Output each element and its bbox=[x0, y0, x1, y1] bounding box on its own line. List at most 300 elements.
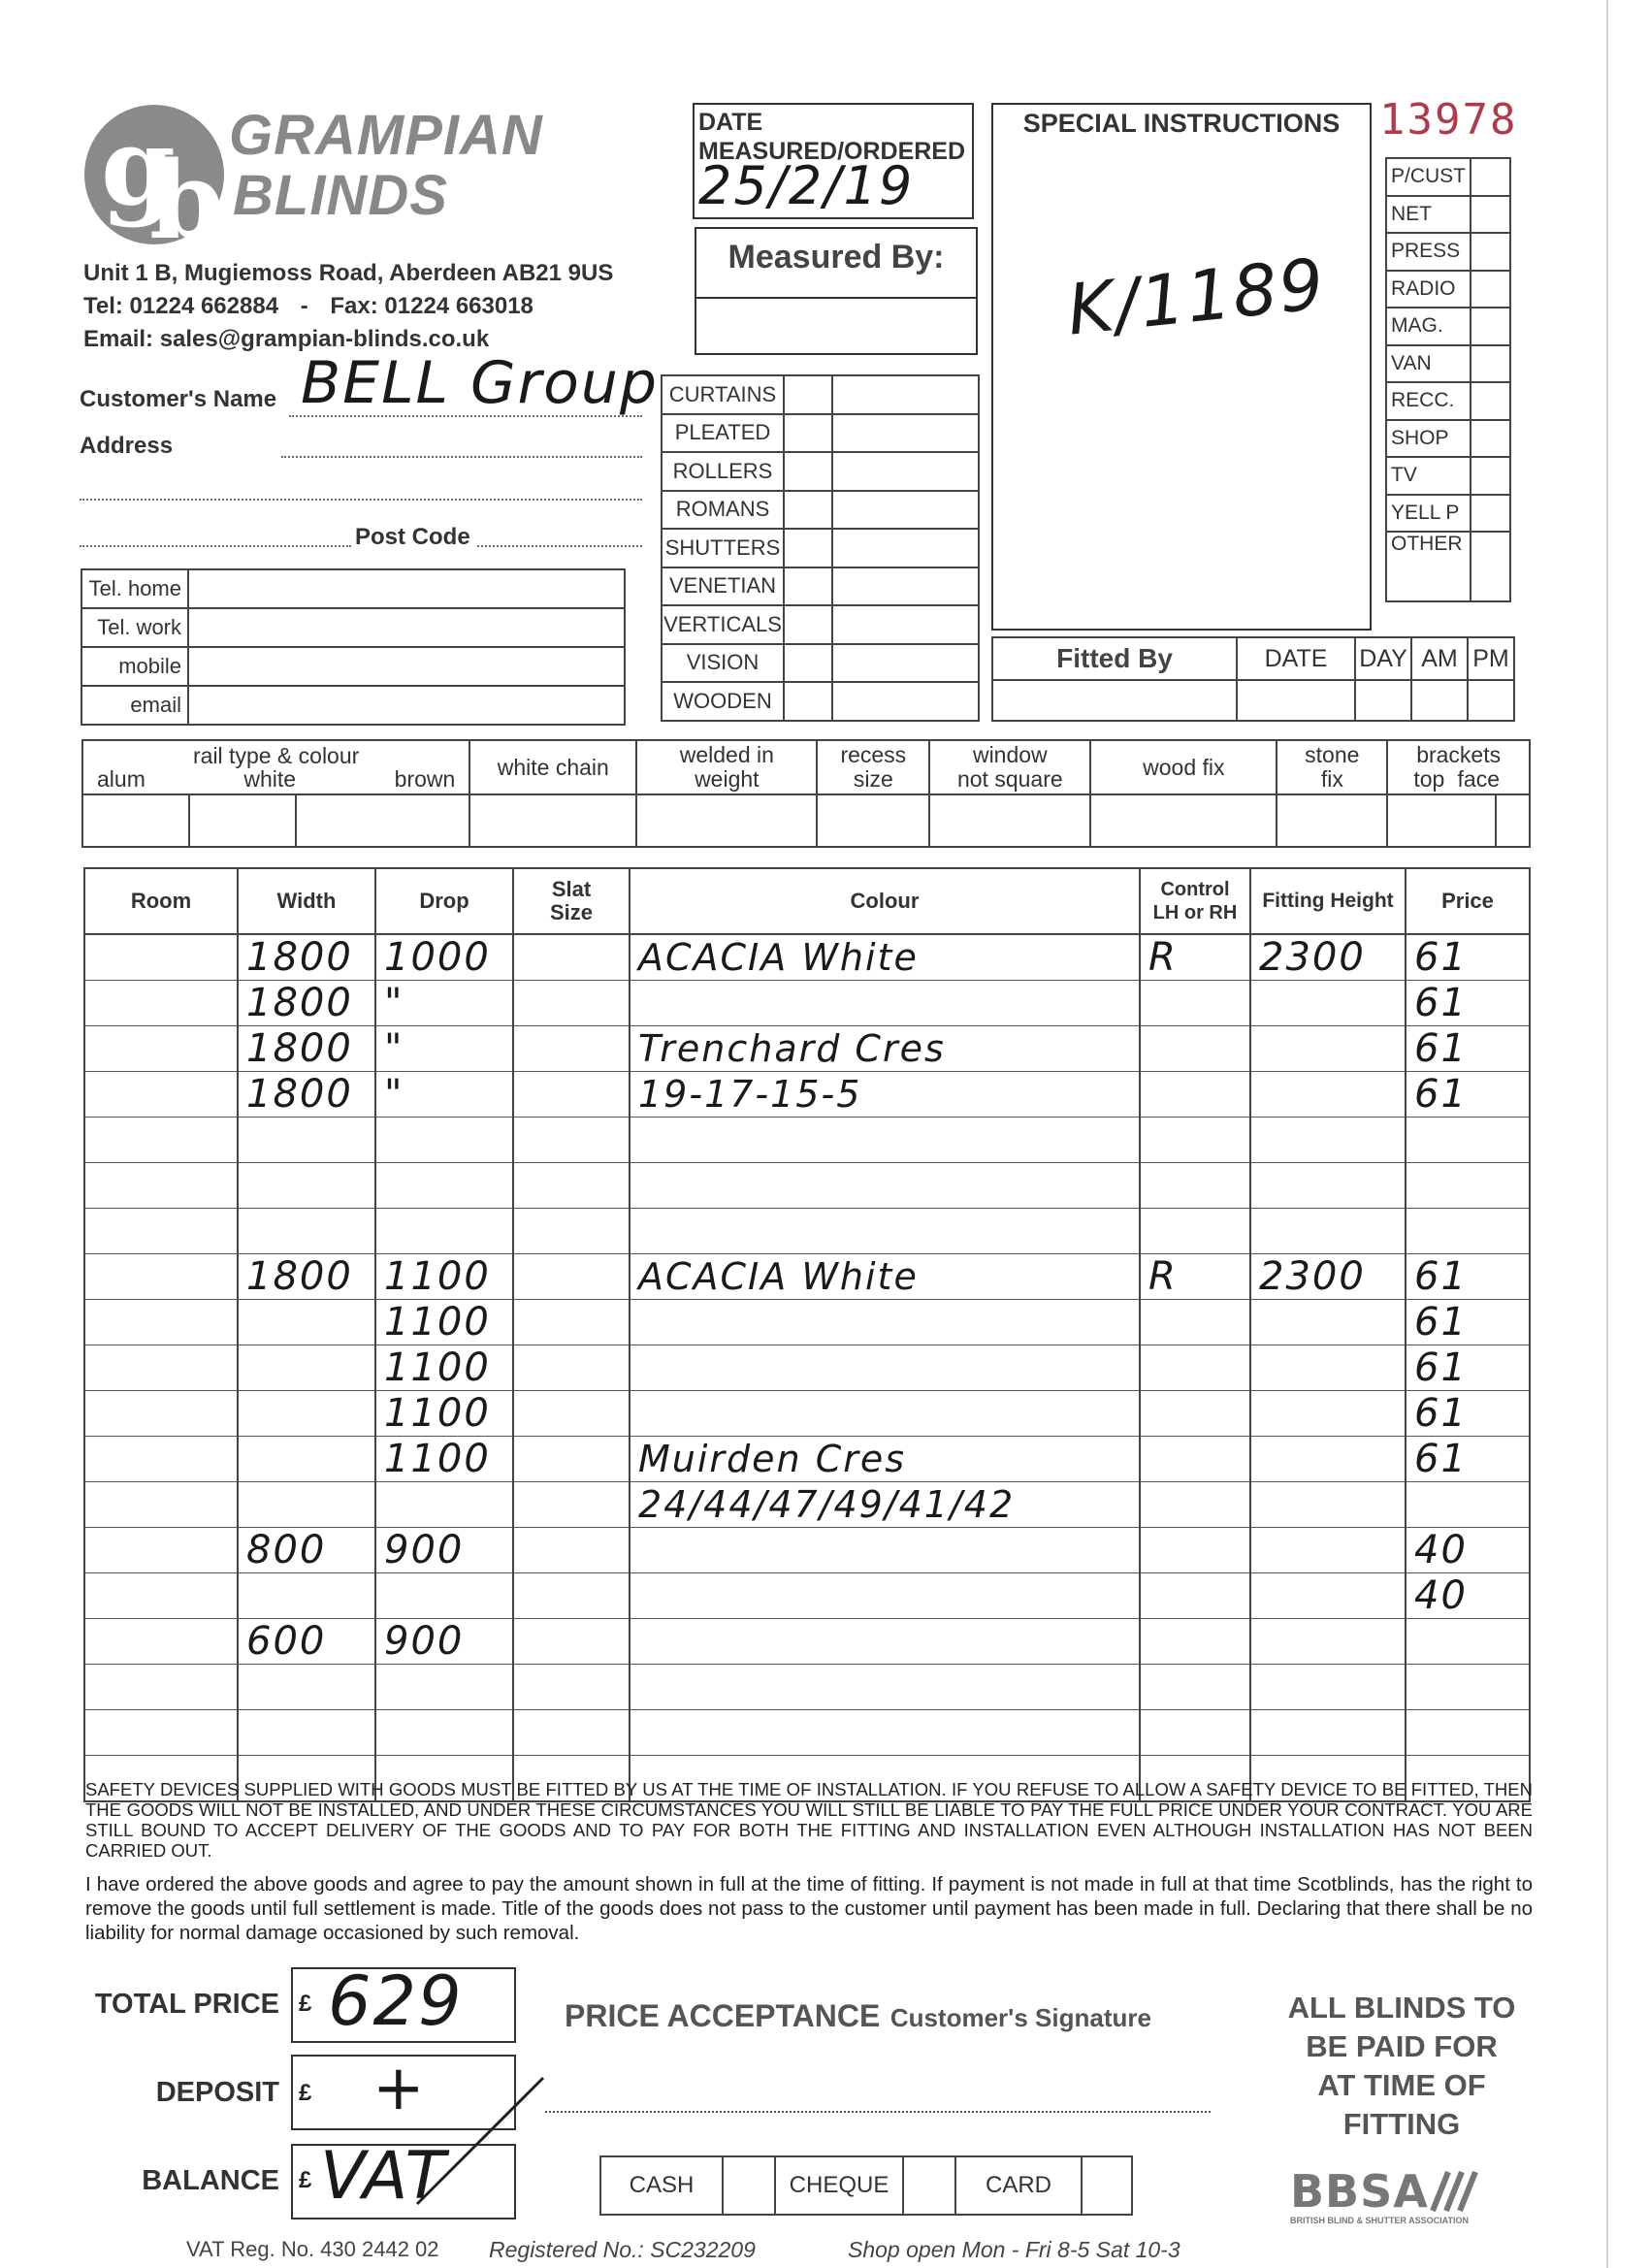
product-row[interactable] bbox=[662, 529, 979, 567]
product-label: ROMANS bbox=[662, 491, 784, 530]
address-line-1[interactable] bbox=[281, 456, 642, 458]
control-cell[interactable] bbox=[1140, 934, 1250, 981]
signature-line[interactable] bbox=[545, 2111, 1211, 2113]
colour-value bbox=[630, 1346, 638, 1389]
colour-cell[interactable] bbox=[630, 1163, 1140, 1209]
width-value: 600 bbox=[246, 1619, 327, 1664]
colour-cell[interactable] bbox=[630, 1665, 1140, 1710]
fitting-cell[interactable] bbox=[1250, 1026, 1406, 1072]
fitting-cell[interactable] bbox=[1250, 1710, 1406, 1756]
contact-label: Tel. work bbox=[81, 608, 188, 647]
notice-line-4: FITTING bbox=[1342, 2107, 1461, 2141]
width-cell[interactable] bbox=[238, 934, 375, 981]
contact-label: mobile bbox=[81, 647, 188, 686]
control-cell[interactable] bbox=[1140, 1482, 1250, 1528]
fitting-value bbox=[1251, 1665, 1259, 1709]
colour-cell[interactable] bbox=[630, 1118, 1140, 1163]
fitting-cell[interactable] bbox=[1250, 1482, 1406, 1528]
order-number: 13978 bbox=[1379, 95, 1518, 145]
room-cell[interactable] bbox=[84, 1254, 238, 1300]
room-cell[interactable] bbox=[84, 1573, 238, 1619]
drop-value: 1100 bbox=[384, 1300, 491, 1345]
source-row[interactable] bbox=[1386, 345, 1510, 383]
colour-cell[interactable] bbox=[630, 1437, 1140, 1482]
source-row[interactable] bbox=[1386, 420, 1510, 458]
width-cell[interactable] bbox=[238, 1300, 375, 1345]
bbsa-sub: BRITISH BLIND & SHUTTER ASSOCIATION bbox=[1290, 2216, 1469, 2225]
address-line-2[interactable] bbox=[80, 499, 642, 501]
width-cell[interactable] bbox=[238, 1254, 375, 1300]
deposit-label: DEPOSIT bbox=[155, 2077, 279, 2108]
fitting-value bbox=[1251, 1345, 1259, 1390]
rail-colours bbox=[83, 767, 469, 791]
price-cell[interactable] bbox=[1406, 1619, 1530, 1665]
control-cell[interactable] bbox=[1140, 1619, 1250, 1665]
fitting-value bbox=[1251, 1710, 1259, 1755]
width-cell[interactable] bbox=[238, 1163, 375, 1209]
colour-cell[interactable] bbox=[630, 1254, 1140, 1300]
price-cell[interactable] bbox=[1406, 1437, 1530, 1482]
table-row[interactable] bbox=[84, 1254, 1530, 1300]
source-label: RECC. bbox=[1386, 382, 1471, 420]
company-address: Unit 1 B, Mugiemoss Road, Aberdeen AB21 9US bbox=[83, 260, 614, 286]
drop-cell[interactable] bbox=[375, 1482, 513, 1528]
slat-cell[interactable] bbox=[513, 1482, 630, 1528]
postcode-line-left[interactable] bbox=[80, 545, 351, 547]
table-row[interactable] bbox=[84, 1391, 1530, 1437]
room-cell[interactable] bbox=[84, 1437, 238, 1482]
room-cell[interactable] bbox=[84, 934, 238, 981]
slat-cell[interactable] bbox=[513, 981, 630, 1026]
fitting-cell[interactable] bbox=[1250, 981, 1406, 1026]
width-cell[interactable] bbox=[238, 1209, 375, 1254]
control-cell[interactable] bbox=[1140, 1665, 1250, 1710]
colour-value bbox=[630, 982, 638, 1024]
fitting-cell[interactable] bbox=[1250, 1300, 1406, 1345]
control-cell[interactable] bbox=[1140, 1710, 1250, 1756]
control-value: R bbox=[1148, 1254, 1178, 1299]
fitting-cell[interactable] bbox=[1250, 1163, 1406, 1209]
width-value bbox=[239, 1209, 246, 1253]
table-row[interactable] bbox=[84, 1573, 1530, 1619]
slat-cell[interactable] bbox=[513, 1209, 630, 1254]
slat-cell[interactable] bbox=[513, 1437, 630, 1482]
wood-fix-label: wood fix bbox=[1090, 740, 1277, 794]
bbsa-stripes-icon bbox=[1429, 2170, 1483, 2213]
control-cell[interactable] bbox=[1140, 1118, 1250, 1163]
room-cell[interactable] bbox=[84, 1209, 238, 1254]
colour-value bbox=[630, 1301, 638, 1344]
measured-by-label: Measured By: bbox=[728, 239, 945, 275]
control-cell[interactable] bbox=[1140, 1437, 1250, 1482]
width-cell[interactable] bbox=[238, 1528, 375, 1573]
fitting-cell[interactable] bbox=[1250, 1665, 1406, 1710]
control-value bbox=[1141, 1482, 1148, 1527]
company-logo bbox=[81, 102, 227, 247]
price-value bbox=[1406, 1118, 1414, 1162]
colour-cell[interactable] bbox=[630, 1300, 1140, 1345]
slat-label-2: Size bbox=[549, 900, 594, 924]
colour-cell[interactable] bbox=[630, 1345, 1140, 1391]
colour-cell[interactable] bbox=[630, 1710, 1140, 1756]
colour-value: 19-17-15-5 bbox=[638, 1073, 862, 1116]
drop-cell[interactable] bbox=[375, 1209, 513, 1254]
room-header: Room bbox=[84, 868, 238, 934]
width-cell[interactable] bbox=[238, 1573, 375, 1619]
contact-row[interactable] bbox=[81, 647, 625, 686]
table-row[interactable] bbox=[84, 1300, 1530, 1345]
postcode-line-right[interactable] bbox=[477, 545, 642, 547]
control-cell[interactable] bbox=[1140, 1573, 1250, 1619]
drop-cell[interactable] bbox=[375, 1300, 513, 1345]
drop-value bbox=[376, 1573, 384, 1618]
balance-label: BALANCE bbox=[142, 2165, 279, 2196]
fitting-value bbox=[1251, 1437, 1259, 1481]
drop-cell[interactable] bbox=[375, 1026, 513, 1072]
fitting-cell[interactable] bbox=[1250, 1072, 1406, 1118]
control-value bbox=[1141, 981, 1148, 1025]
contact-label: Tel. home bbox=[81, 569, 188, 608]
cash-option[interactable]: CASH bbox=[600, 2156, 723, 2215]
recess-size-header bbox=[817, 740, 929, 794]
slat-cell[interactable] bbox=[513, 1026, 630, 1072]
source-label: P/CUST bbox=[1386, 158, 1471, 196]
table-row[interactable] bbox=[84, 1209, 1530, 1254]
fax-text: Fax: 01224 663018 bbox=[330, 293, 534, 319]
table-row[interactable] bbox=[84, 1528, 1530, 1573]
product-type-table bbox=[661, 374, 980, 722]
control-value bbox=[1141, 1665, 1148, 1709]
width-cell[interactable] bbox=[238, 1026, 375, 1072]
room-cell[interactable] bbox=[84, 1345, 238, 1391]
price-cell[interactable] bbox=[1406, 1345, 1530, 1391]
fitting-cell[interactable] bbox=[1250, 1118, 1406, 1163]
fitted-date-label: DATE bbox=[1237, 637, 1355, 680]
colour-header: Colour bbox=[630, 868, 1140, 934]
room-cell[interactable] bbox=[84, 1391, 238, 1437]
total-price-box[interactable] bbox=[291, 1961, 516, 2043]
control-value bbox=[1141, 1619, 1148, 1664]
fitting-cell[interactable] bbox=[1250, 1209, 1406, 1254]
product-row[interactable] bbox=[662, 375, 979, 414]
colour-cell[interactable] bbox=[630, 1391, 1140, 1437]
options-entry-row[interactable] bbox=[82, 794, 1530, 847]
price-value: 61 bbox=[1414, 1437, 1468, 1481]
customer-name-value[interactable]: BELL Group bbox=[301, 349, 659, 417]
drop-value bbox=[376, 1163, 384, 1208]
drop-cell[interactable] bbox=[375, 1163, 513, 1209]
slat-cell[interactable] bbox=[513, 1528, 630, 1573]
special-instructions-value: K/1189 bbox=[1063, 243, 1330, 351]
table-row[interactable] bbox=[84, 1072, 1530, 1118]
control-value bbox=[1141, 1528, 1148, 1572]
width-value: 1800 bbox=[246, 1254, 353, 1299]
product-row[interactable] bbox=[662, 414, 979, 453]
product-row[interactable] bbox=[662, 452, 979, 491]
width-cell[interactable] bbox=[238, 1345, 375, 1391]
product-row[interactable] bbox=[662, 491, 979, 530]
width-value bbox=[239, 1573, 246, 1618]
order-body bbox=[84, 934, 1530, 1801]
room-cell[interactable] bbox=[84, 1482, 238, 1528]
price-cell[interactable] bbox=[1406, 1300, 1530, 1345]
source-row[interactable] bbox=[1386, 233, 1510, 271]
price-cell[interactable] bbox=[1406, 1163, 1530, 1209]
source-row[interactable] bbox=[1386, 158, 1510, 196]
drop-cell[interactable] bbox=[375, 1710, 513, 1756]
table-row[interactable] bbox=[84, 1482, 1530, 1528]
colour-cell[interactable] bbox=[630, 981, 1140, 1026]
room-cell[interactable] bbox=[84, 1710, 238, 1756]
drop-cell[interactable] bbox=[375, 1345, 513, 1391]
price-cell[interactable] bbox=[1406, 1573, 1530, 1619]
brackets-label: brackets bbox=[1416, 742, 1502, 767]
table-row[interactable] bbox=[84, 1437, 1530, 1482]
colour-cell[interactable] bbox=[630, 934, 1140, 981]
fitting-cell[interactable] bbox=[1250, 1528, 1406, 1573]
source-row[interactable] bbox=[1386, 382, 1510, 420]
fitting-value bbox=[1251, 1573, 1259, 1618]
fitting-cell[interactable] bbox=[1250, 1619, 1406, 1665]
slat-cell[interactable] bbox=[513, 1072, 630, 1118]
drop-cell[interactable] bbox=[375, 1391, 513, 1437]
table-row[interactable] bbox=[84, 1710, 1530, 1756]
price-cell[interactable] bbox=[1406, 1710, 1530, 1756]
drop-cell[interactable] bbox=[375, 1619, 513, 1665]
control-cell[interactable] bbox=[1140, 1072, 1250, 1118]
table-row[interactable] bbox=[84, 1345, 1530, 1391]
slat-cell[interactable] bbox=[513, 934, 630, 981]
slat-cell[interactable] bbox=[513, 1710, 630, 1756]
control-cell[interactable] bbox=[1140, 1026, 1250, 1072]
fitting-height-header: Fitting Height bbox=[1250, 868, 1406, 934]
product-row[interactable] bbox=[662, 682, 979, 721]
control-cell[interactable] bbox=[1140, 981, 1250, 1026]
product-label: WOODEN bbox=[662, 682, 784, 721]
room-cell[interactable] bbox=[84, 1619, 238, 1665]
drop-cell[interactable] bbox=[375, 981, 513, 1026]
room-cell[interactable] bbox=[84, 1528, 238, 1573]
card-checkbox[interactable] bbox=[1082, 2156, 1132, 2215]
width-header: Width bbox=[238, 868, 375, 934]
fitting-cell[interactable] bbox=[1250, 1437, 1406, 1482]
width-cell[interactable] bbox=[238, 1665, 375, 1710]
card-option[interactable]: CARD bbox=[955, 2156, 1082, 2215]
colour-cell[interactable] bbox=[630, 1026, 1140, 1072]
control-cell[interactable] bbox=[1140, 1391, 1250, 1437]
page-edge bbox=[1606, 0, 1608, 2268]
safety-notice: SAFETY DEVICES SUPPLIED WITH GOODS MUST BE FITTED BY US AT THE TIME OF INSTALLATION. IF YOU REFUSE TO ALLOW A SAFETY DEVICE TO BE FITTED, THEN THE GOODS WILL NOT BE INSTALLED, AND UNDER THESE CIRCUMSTANCES YOU WILL STILL BE LIABLE TO PAY THE FULL PRICE UNDER YOUR CONTRACT. YOU ARE STILL BOUND TO ACCEPT DELIVERY OF THE GOODS AND TO PAY FOR BOTH THE FITTING AND INSTALLATION EVEN ALTHOUGH INSTALLATION HAS NOT BEEN CARRIED OUT. bbox=[85, 1779, 1533, 1861]
price-cell[interactable] bbox=[1406, 1391, 1530, 1437]
width-cell[interactable] bbox=[238, 1710, 375, 1756]
control-cell[interactable] bbox=[1140, 1254, 1250, 1300]
control-cell[interactable] bbox=[1140, 1300, 1250, 1345]
drop-value bbox=[376, 1665, 384, 1709]
colour-cell[interactable] bbox=[630, 1528, 1140, 1573]
contact-row[interactable] bbox=[81, 686, 625, 725]
fitting-value bbox=[1251, 1482, 1259, 1527]
drop-cell[interactable] bbox=[375, 1254, 513, 1300]
slat-cell[interactable] bbox=[513, 1619, 630, 1665]
fitting-cell[interactable] bbox=[1250, 1345, 1406, 1391]
room-cell[interactable] bbox=[84, 981, 238, 1026]
colour-value bbox=[630, 1529, 638, 1571]
source-row[interactable] bbox=[1386, 457, 1510, 495]
welded-label-1: welded in bbox=[679, 742, 774, 767]
contact-row[interactable] bbox=[81, 569, 625, 608]
price-cell[interactable] bbox=[1406, 1026, 1530, 1072]
source-row[interactable] bbox=[1386, 495, 1510, 533]
price-value: 61 bbox=[1414, 1300, 1468, 1345]
colour-cell[interactable] bbox=[630, 1072, 1140, 1118]
room-cell[interactable] bbox=[84, 1072, 238, 1118]
source-row[interactable] bbox=[1386, 532, 1510, 601]
cheque-checkbox[interactable] bbox=[903, 2156, 955, 2215]
drop-value: 900 bbox=[384, 1619, 465, 1664]
drop-cell[interactable] bbox=[375, 1528, 513, 1573]
cash-checkbox[interactable] bbox=[723, 2156, 775, 2215]
room-cell[interactable] bbox=[84, 1118, 238, 1163]
price-cell[interactable] bbox=[1406, 1528, 1530, 1573]
price-cell[interactable] bbox=[1406, 1254, 1530, 1300]
room-cell[interactable] bbox=[84, 1163, 238, 1209]
width-cell[interactable] bbox=[238, 981, 375, 1026]
date-measured-box[interactable] bbox=[693, 103, 974, 219]
room-cell[interactable] bbox=[84, 1300, 238, 1345]
source-row[interactable] bbox=[1386, 196, 1510, 234]
colour-cell[interactable] bbox=[630, 1619, 1140, 1665]
width-cell[interactable] bbox=[238, 1482, 375, 1528]
product-row[interactable] bbox=[662, 605, 979, 644]
notice-line-1: ALL BLINDS TO bbox=[1287, 1991, 1516, 2025]
registered-no: Registered No.: SC232209 bbox=[489, 2237, 756, 2262]
colour-cell[interactable] bbox=[630, 1573, 1140, 1619]
special-instructions-box[interactable] bbox=[991, 103, 1372, 631]
source-row[interactable] bbox=[1386, 308, 1510, 345]
drop-value: 1100 bbox=[384, 1345, 491, 1390]
fitting-cell[interactable] bbox=[1250, 934, 1406, 981]
price-cell[interactable] bbox=[1406, 981, 1530, 1026]
fitting-value bbox=[1251, 1619, 1259, 1664]
cheque-option[interactable]: CHEQUE bbox=[775, 2156, 903, 2215]
product-label: CURTAINS bbox=[662, 375, 784, 414]
price-cell[interactable] bbox=[1406, 934, 1530, 981]
fitted-pm-label: PM bbox=[1468, 637, 1514, 680]
drop-cell[interactable] bbox=[375, 934, 513, 981]
slat-cell[interactable] bbox=[513, 1118, 630, 1163]
slat-cell[interactable] bbox=[513, 1163, 630, 1209]
white-chain-label: white chain bbox=[469, 740, 636, 794]
fitting-cell[interactable] bbox=[1250, 1573, 1406, 1619]
price-value bbox=[1406, 1710, 1414, 1755]
fitting-cell[interactable] bbox=[1250, 1391, 1406, 1437]
control-cell[interactable] bbox=[1140, 1209, 1250, 1254]
product-row[interactable] bbox=[662, 567, 979, 606]
fitted-by-entry-row[interactable] bbox=[992, 680, 1514, 721]
control-value bbox=[1141, 1300, 1148, 1345]
fitting-value bbox=[1251, 1026, 1259, 1071]
table-row[interactable] bbox=[84, 1163, 1530, 1209]
drop-cell[interactable] bbox=[375, 1573, 513, 1619]
table-row[interactable] bbox=[84, 1118, 1530, 1163]
price-cell[interactable] bbox=[1406, 1209, 1530, 1254]
fitting-cell[interactable] bbox=[1250, 1254, 1406, 1300]
width-cell[interactable] bbox=[238, 1437, 375, 1482]
slat-cell[interactable] bbox=[513, 1391, 630, 1437]
measured-by-divider bbox=[696, 297, 976, 299]
width-cell[interactable] bbox=[238, 1072, 375, 1118]
contact-row[interactable] bbox=[81, 608, 625, 647]
product-row[interactable] bbox=[662, 644, 979, 683]
table-row[interactable] bbox=[84, 1665, 1530, 1710]
product-label: VENETIAN bbox=[662, 567, 784, 606]
fitted-am-label: AM bbox=[1411, 637, 1468, 680]
price-acceptance-sub: Customer's Signature bbox=[889, 2003, 1151, 2032]
colour-cell[interactable] bbox=[630, 1482, 1140, 1528]
colour-cell[interactable] bbox=[630, 1209, 1140, 1254]
price-cell[interactable] bbox=[1406, 1665, 1530, 1710]
svg-text:g: g bbox=[101, 104, 176, 229]
control-label-2: LH or RH bbox=[1152, 902, 1238, 923]
colour-value: Muirden Cres bbox=[638, 1438, 907, 1480]
drop-cell[interactable] bbox=[375, 1665, 513, 1710]
drop-cell[interactable] bbox=[375, 1437, 513, 1482]
payment-method-table bbox=[599, 2155, 1133, 2216]
price-cell[interactable] bbox=[1406, 1118, 1530, 1163]
control-cell[interactable] bbox=[1140, 1345, 1250, 1391]
drop-value: 1100 bbox=[384, 1254, 491, 1299]
source-label: RADIO bbox=[1386, 271, 1471, 308]
control-cell[interactable] bbox=[1140, 1528, 1250, 1573]
room-cell[interactable] bbox=[84, 1665, 238, 1710]
room-cell[interactable] bbox=[84, 1026, 238, 1072]
price-cell[interactable] bbox=[1406, 1482, 1530, 1528]
slat-cell[interactable] bbox=[513, 1573, 630, 1619]
source-row[interactable] bbox=[1386, 271, 1510, 308]
drop-value: " bbox=[384, 1026, 404, 1071]
price-acceptance bbox=[565, 1998, 1151, 2034]
brackets-top-label: top bbox=[1413, 766, 1445, 792]
price-cell[interactable] bbox=[1406, 1072, 1530, 1118]
table-row[interactable] bbox=[84, 1619, 1530, 1665]
price-value: 61 bbox=[1414, 1026, 1468, 1071]
width-cell[interactable] bbox=[238, 1118, 375, 1163]
drop-cell[interactable] bbox=[375, 1072, 513, 1118]
width-cell[interactable] bbox=[238, 1391, 375, 1437]
slat-size-header bbox=[513, 868, 630, 934]
control-cell[interactable] bbox=[1140, 1163, 1250, 1209]
drop-cell[interactable] bbox=[375, 1118, 513, 1163]
slat-cell[interactable] bbox=[513, 1254, 630, 1300]
slat-cell[interactable] bbox=[513, 1665, 630, 1710]
vat-reg: VAT Reg. No. 430 2442 02 bbox=[186, 2237, 439, 2261]
slat-cell[interactable] bbox=[513, 1300, 630, 1345]
total-currency: £ bbox=[299, 1991, 312, 2017]
slat-cell[interactable] bbox=[513, 1345, 630, 1391]
table-row[interactable] bbox=[84, 934, 1530, 981]
balance-value: VAT bbox=[320, 2138, 448, 2215]
table-row[interactable] bbox=[84, 981, 1530, 1026]
measured-by-box[interactable] bbox=[695, 227, 978, 355]
fitting-value bbox=[1251, 1209, 1259, 1253]
width-cell[interactable] bbox=[238, 1619, 375, 1665]
brackets-header bbox=[1387, 740, 1530, 794]
control-label-1: Control bbox=[1160, 879, 1230, 900]
drop-header: Drop bbox=[375, 868, 513, 934]
table-row[interactable] bbox=[84, 1026, 1530, 1072]
price-acceptance-title: PRICE ACCEPTANCE bbox=[565, 1998, 881, 2033]
colour-value: Trenchard Cres bbox=[638, 1027, 946, 1070]
